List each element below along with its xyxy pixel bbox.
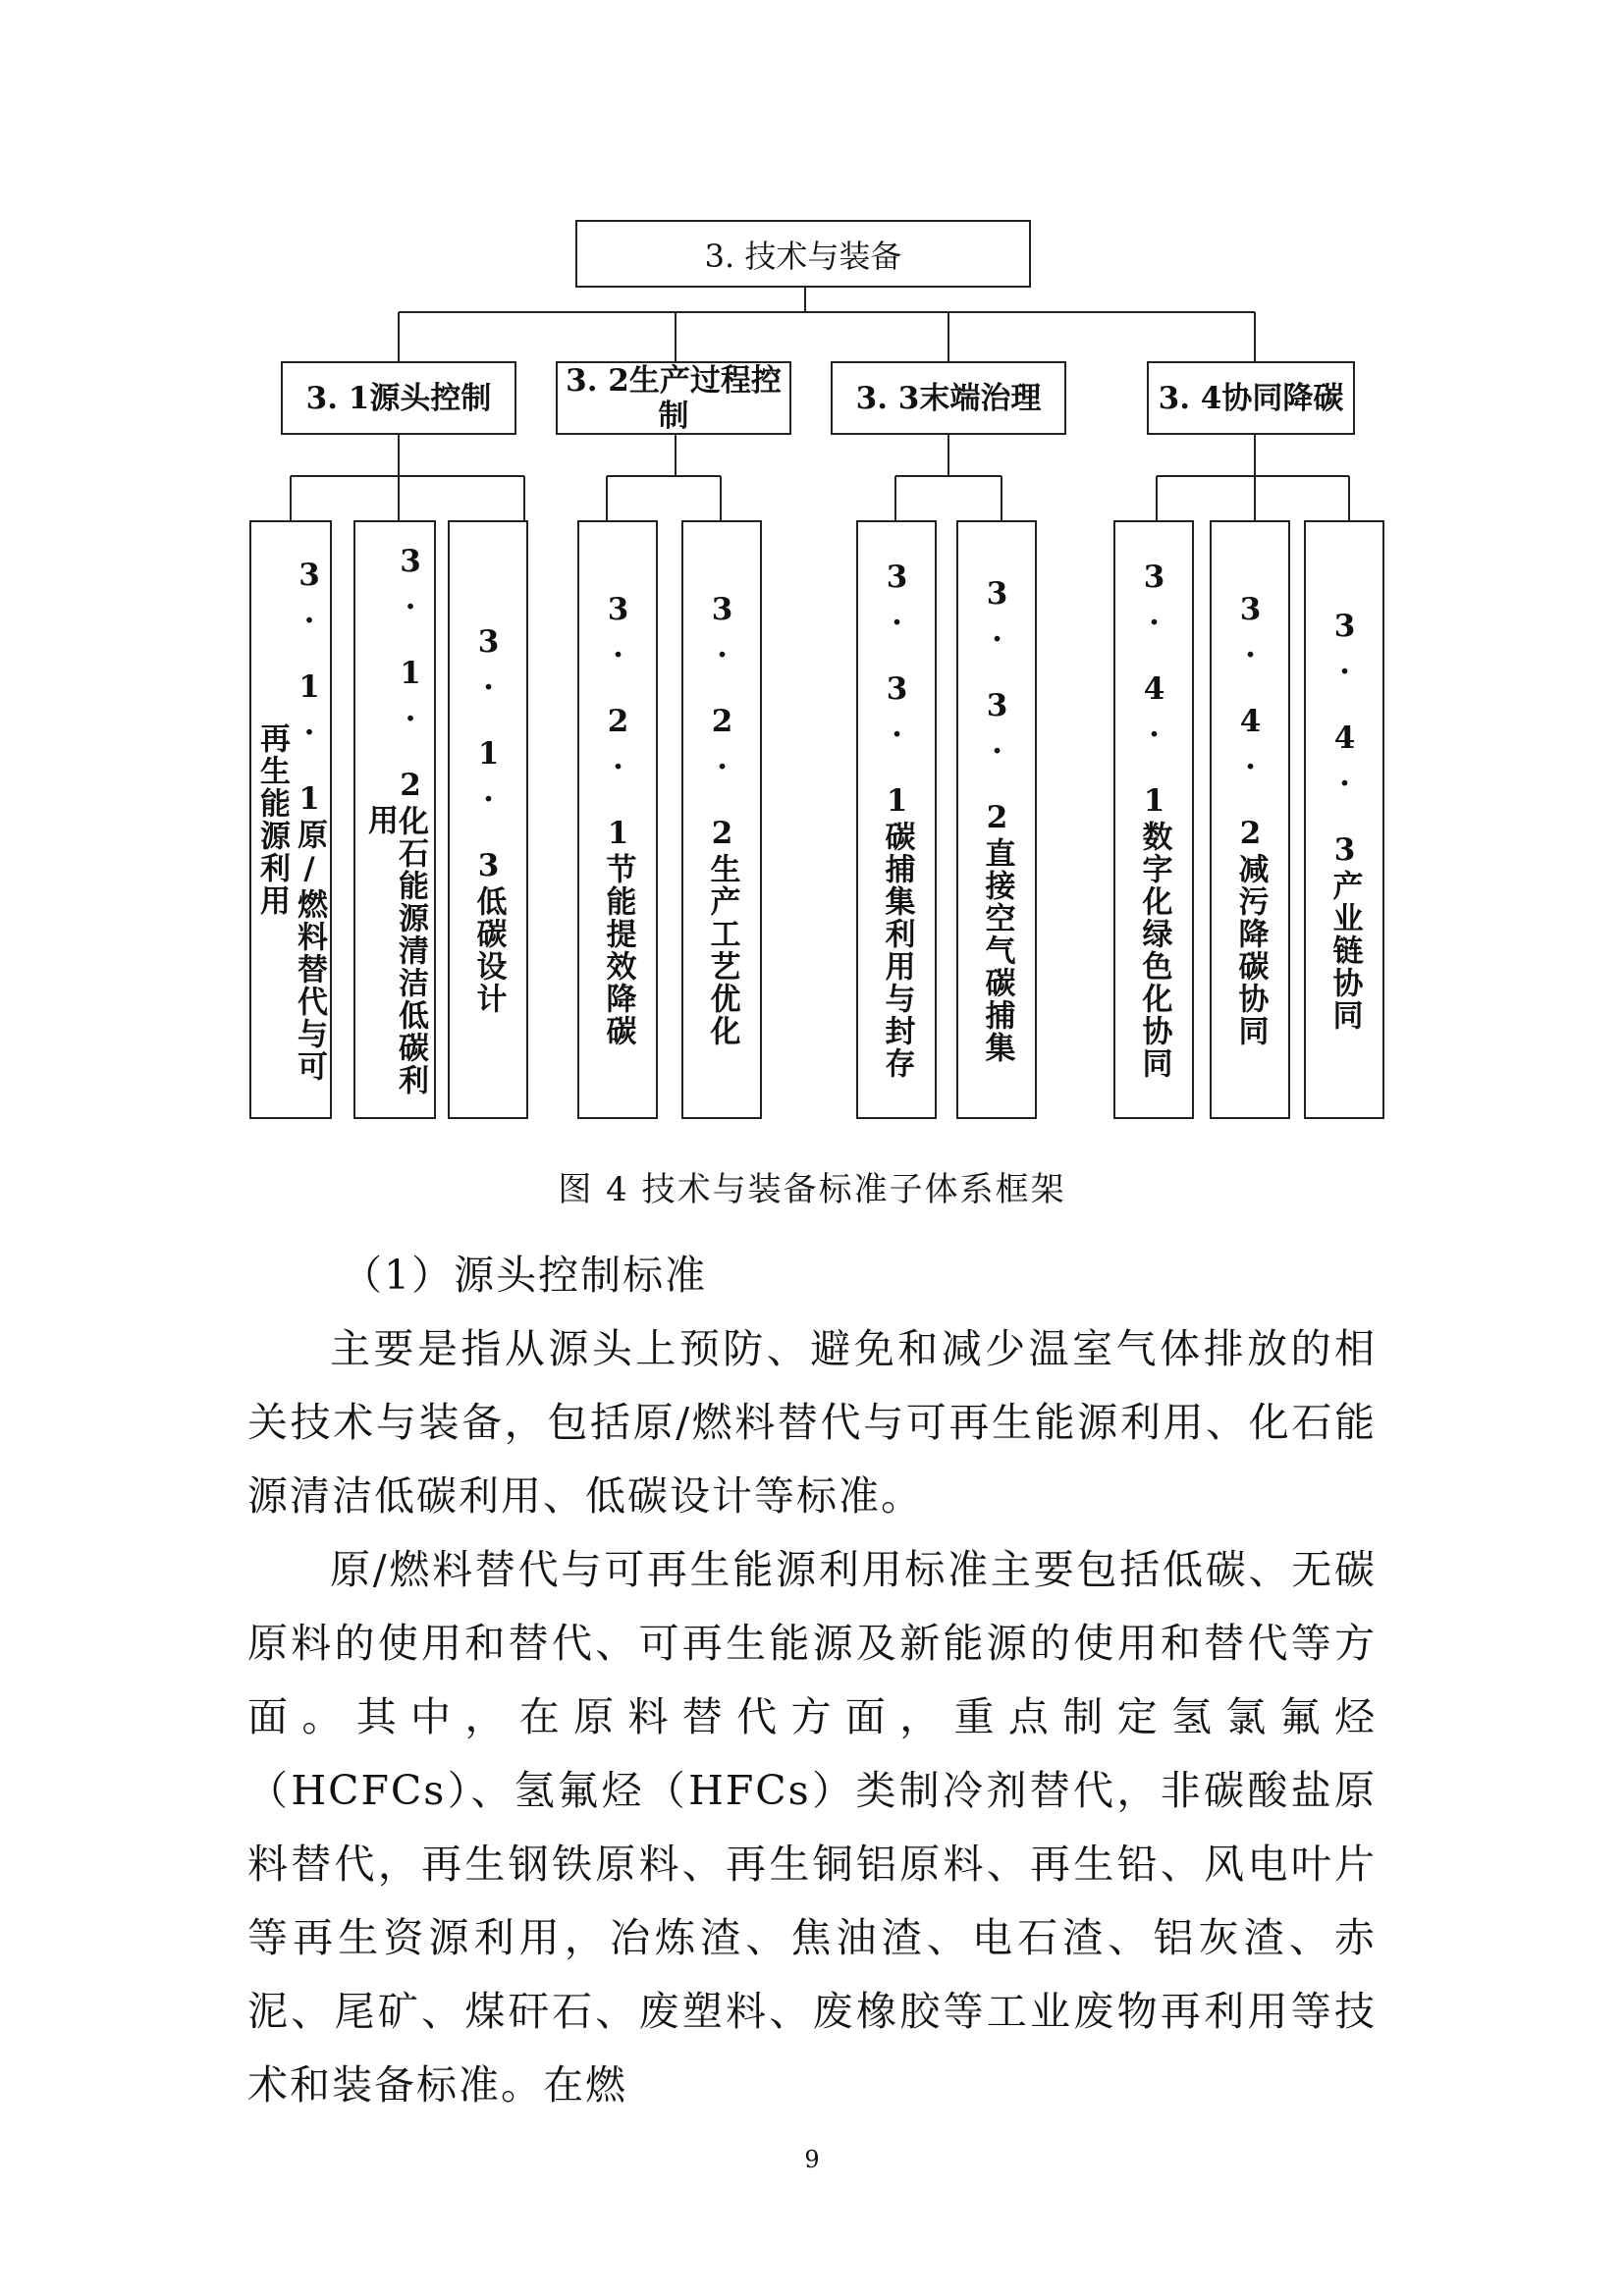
leaf-node-3-3-2: 3. 3. 2直接空气碳捕集: [956, 520, 1037, 1119]
standards-framework-diagram: [0, 0, 1624, 1139]
paragraph: 原/燃料替代与可再生能源利用标准主要包括低碳、无碳原料的使用和替代、可再生能源及新能源的使用和替代等方面。其中，在原料替代方面，重点制定氢氯氟烃（HCFCs）、氢氟烃（HFCs）类制冷剂替代，非碳酸盐原料替代，再生钢铁原料、再生铜铝原料、再生铅、风电叶片等再生资源利用，冶炼渣、焦油渣、电石渣、铝灰渣、赤泥、尾矿、煤矸石、废塑料、废橡胶等工业废物再利用等技术和装备标准。在燃: [247, 1546, 1377, 2109]
root-node: 3. 技术与装备: [575, 220, 1031, 288]
group-node-source-control: 3. 1源头控制: [281, 361, 516, 435]
leaf-node-3-1-1: 3. 1. 1原/燃料替代与可再生能源利用: [249, 520, 332, 1119]
group-node-synergy: 3. 4协同降碳: [1147, 361, 1355, 435]
group-node-process-control: 3. 2生产过程控制: [556, 361, 791, 435]
leaf-node-3-1-3: 3. 1. 3低碳设计: [448, 520, 528, 1119]
paragraph: 主要是指从源头上预防、避免和减少温室气体排放的相关技术与装备，包括原/燃料替代与可再生能源利用、化石能源清洁低碳利用、低碳设计等标准。: [247, 1325, 1377, 1520]
section-heading: （1）源头控制标准: [342, 1252, 708, 1299]
leaf-node-3-4-1: 3. 4. 1数字化绿色化协同: [1113, 520, 1194, 1119]
page-number: 9: [804, 2146, 820, 2173]
leaf-node-3-4-3: 3. 4. 3产业链协同: [1304, 520, 1384, 1119]
leaf-node-3-1-2: 3. 1. 2化石能源清洁低碳利用: [353, 520, 436, 1119]
leaf-node-3-2-2: 3. 2. 2生产工艺优化: [681, 520, 762, 1119]
leaf-node-3-4-2: 3. 4. 2减污降碳协同: [1210, 520, 1290, 1119]
group-node-end-treatment: 3. 3末端治理: [831, 361, 1066, 435]
figure-caption: 图 4 技术与装备标准子体系框架: [558, 1170, 1066, 1209]
leaf-node-3-2-1: 3. 2. 1节能提效降碳: [577, 520, 658, 1119]
body-text: [247, 1239, 1377, 2122]
leaf-node-3-3-1: 3. 3. 1碳捕集利用与封存: [856, 520, 937, 1119]
